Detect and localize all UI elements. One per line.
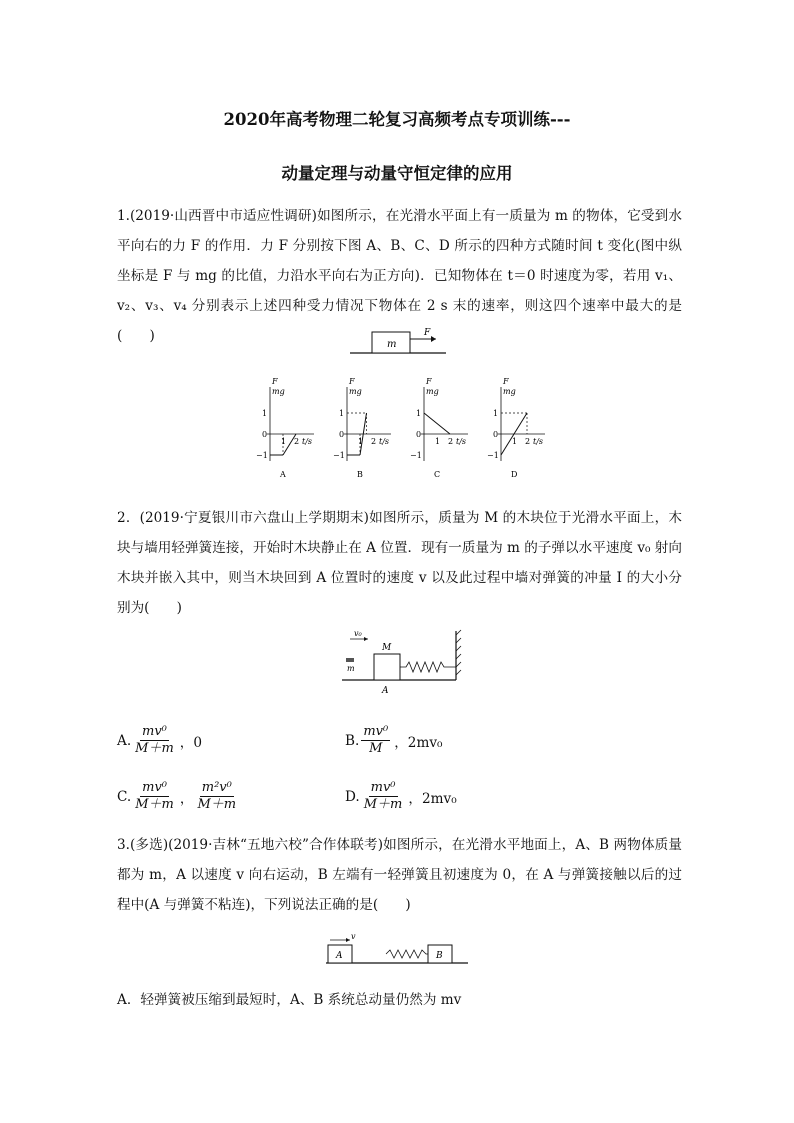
force-arrowhead <box>431 336 436 342</box>
tick-top: 1 <box>262 409 268 418</box>
x-label: t/s <box>379 437 390 446</box>
graph-label: B <box>357 470 363 479</box>
tick-2: 2 <box>371 437 377 446</box>
label-A: A <box>382 686 389 696</box>
y-label-num: F <box>349 377 355 386</box>
graph-line <box>424 413 450 434</box>
graph-D <box>498 387 545 461</box>
x-label: t/s <box>456 437 467 446</box>
label-v: v <box>351 932 356 941</box>
document-title-line2: 动量定理与动量守恒定律的应用 <box>281 164 513 183</box>
graph-label: A <box>280 470 286 479</box>
tick-1: 1 <box>358 437 364 446</box>
velocity-arrowhead <box>364 637 368 641</box>
q2-spring-figure <box>338 625 463 700</box>
x-label: t/s <box>302 437 313 446</box>
q2-option-D[interactable]: D. $\frac{\text{mv⁰}}{M+m}$ ，2mv₀ <box>345 780 457 812</box>
label-B: B <box>436 951 443 961</box>
question-1-text: 1.(2019·山西晋中市适应性调研)如图所示，在光滑水平面上有一质量为 m 的物体，它受到水平向右的力 F 的作用．力 F 分别按下图 A、B、C、D 所示的四种方式随时间 t 变化(图中纵坐标是 F 与 mg 的比值，力沿水平向右为正方向)．已知物体在 t＝0 时速度为零，若用 v₁、v₂、v₃、v₄ 分别表示上述四种受力情况下物体在 2 s 末的速率，则这四个速率中最大的是( ) <box>117 208 682 344</box>
graph-C <box>421 387 468 461</box>
y-label-den: mg <box>503 387 516 396</box>
fraction: $\frac{\text{mv⁰}}{M+m}$ <box>135 780 174 812</box>
fraction: $\frac{\text{mv⁰}}{M+m}$ <box>135 724 174 756</box>
tick-bottom: −1 <box>487 451 499 460</box>
x-label: t/s <box>533 437 544 446</box>
tick-2: 2 <box>525 437 531 446</box>
spring <box>400 662 456 672</box>
tick-1: 1 <box>512 437 518 446</box>
label-m: m <box>347 664 355 673</box>
tick-zero: 0 <box>416 430 422 439</box>
y-label-num: F <box>272 377 278 386</box>
tick-zero: 0 <box>493 430 499 439</box>
spring <box>386 950 428 958</box>
fraction: $\frac{\text{mv⁰}}{M}$ <box>363 724 389 756</box>
force-label: F <box>424 328 431 338</box>
q1-block-figure <box>350 326 450 356</box>
tick-top: 1 <box>416 409 422 418</box>
fraction: $\frac{\text{mv⁰}}{M+m}$ <box>363 780 403 812</box>
q2-option-B[interactable]: B. $\frac{\text{mv⁰}}{M}$ ，2mv₀ <box>345 724 443 756</box>
y-label-den: mg <box>426 387 439 396</box>
question-3-text: 3.(多选)(2019·吉林“五地六校”合作体联考)如图所示，在光滑水平地面上，A、B 两物体质量都为 m，A 以速度 v 向右运动，B 左端有一轻弹簧且初速度为 0，在 A 与弹簧接触以后的过程中(A 与弹簧不粘连)，下列说法正确的是( ) <box>117 837 682 913</box>
tick-2: 2 <box>448 437 454 446</box>
question-2-text: 2．(2019·宁夏银川市六盘山上学期期末)如图所示，质量为 M 的木块位于光滑水平面上，木块与墙用轻弹簧连接，开始时木块静止在 A 位置．现有一质量为 m 的子弹以水平速度 v₀ 射向木块并嵌入其中，则当木块回到 A 位置时的速度 v 以及此过程中墙对弹簧的冲量 I 的大小分别为( ) <box>117 510 682 616</box>
tick-2: 2 <box>294 437 300 446</box>
fraction-2: $\frac{\text{m²v⁰}}{M+m}$ <box>197 780 237 812</box>
y-label-num: F <box>426 377 432 386</box>
graph-label: C <box>434 470 441 479</box>
tick-1: 1 <box>435 437 441 446</box>
q1-force-graphs <box>250 377 560 483</box>
q2-option-A[interactable]: A. $\frac{\text{mv⁰}}{M+m}$ ，0 <box>117 724 203 756</box>
tick-bottom: −1 <box>333 451 345 460</box>
tick-zero: 0 <box>262 430 268 439</box>
y-label-num: F <box>503 377 509 386</box>
option-letter: A. <box>117 732 132 749</box>
tick-1: 1 <box>281 437 287 446</box>
graph-A <box>267 387 314 461</box>
graph-label: D <box>511 470 518 479</box>
label-A: A <box>336 951 343 961</box>
q2-option-C[interactable]: C. $\frac{\text{mv⁰}}{M+m}$ ， $\frac{\text{m²v⁰}}{M+m}$ <box>117 780 237 812</box>
block-label: m <box>387 339 397 350</box>
graph-B <box>344 387 391 461</box>
tick-top: 1 <box>339 409 345 418</box>
q3-collision-figure <box>322 930 472 970</box>
option-letter: C. <box>117 788 132 805</box>
velocity-arrowhead <box>346 938 350 942</box>
tick-zero: 0 <box>339 430 345 439</box>
label-v0: v₀ <box>354 629 362 638</box>
tick-bottom: −1 <box>410 451 422 460</box>
option-letter: D. <box>345 788 360 805</box>
y-label-den: mg <box>272 387 285 396</box>
tick-bottom: −1 <box>256 451 268 460</box>
option-letter: B. <box>345 732 360 749</box>
bullet <box>346 658 354 662</box>
q3-option-A[interactable]: A．轻弹簧被压缩到最短时，A、B 系统总动量仍然为 mv <box>117 992 462 1008</box>
tick-top: 1 <box>493 409 499 418</box>
document-title-line1: 2020年高考物理二轮复习高频考点专项训练--- <box>223 110 571 129</box>
y-label-den: mg <box>349 387 362 396</box>
wall-hatching <box>456 630 461 675</box>
label-M: M <box>382 643 392 653</box>
wooden-block-M <box>374 654 400 680</box>
